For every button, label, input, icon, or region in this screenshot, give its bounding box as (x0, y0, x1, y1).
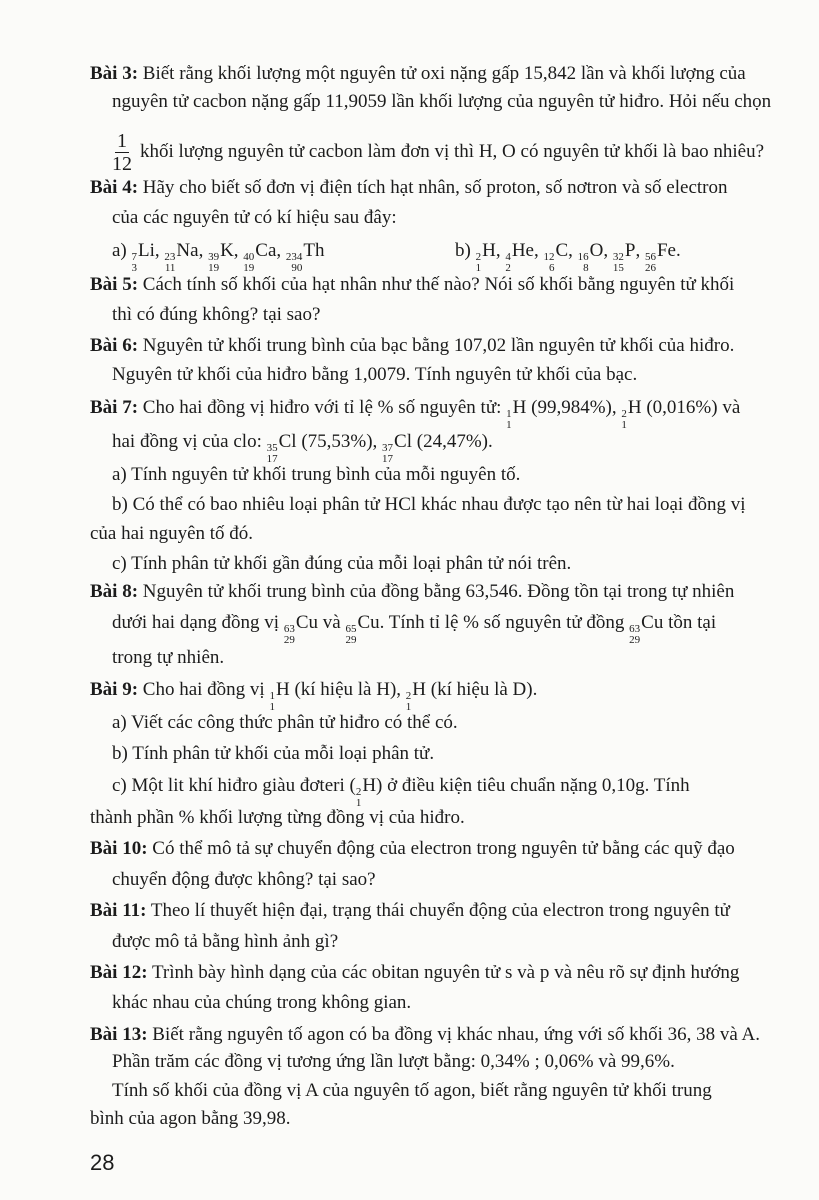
text-run: , (198, 240, 209, 261)
isotope-symbol (356, 774, 376, 809)
text-run: , (603, 240, 613, 261)
text-line (90, 899, 819, 923)
text-run: thì có đúng không? tại sao? (112, 304, 321, 325)
atomic-number: 3 (131, 262, 138, 274)
atomic-number: 1 (355, 797, 362, 809)
atomic-number: 29 (629, 634, 641, 646)
text-run: , (568, 240, 578, 261)
text-line (112, 868, 819, 892)
text-run: (99,984%), (526, 397, 622, 418)
text-run: dưới hai dạng đồng vị (112, 612, 284, 633)
mass-number: 16 (577, 251, 589, 263)
nuclide-numbers (476, 252, 482, 274)
problem-label: Bài 9: (90, 679, 139, 700)
mass-number: 56 (644, 251, 656, 263)
mass-number: 12 (543, 251, 555, 263)
isotope-symbol (505, 239, 534, 274)
atomic-number: 1 (405, 701, 412, 713)
isotope-symbol (621, 396, 641, 431)
text-run: , (635, 240, 645, 261)
atomic-number: 6 (548, 262, 555, 274)
text-run: . Tính tỉ lệ % số nguyên tử đồng (379, 612, 630, 633)
problem-label: Bài 5: (90, 274, 139, 295)
text-run: Phần trăm các đồng vị tương ứng lần lượt bằng: 0,34% ; 0,06% và 99,6%. (112, 1051, 675, 1072)
text-run: , (233, 240, 244, 261)
text-line (112, 711, 819, 735)
text-run: (75,53%), (296, 431, 383, 452)
text-line (112, 742, 819, 766)
text-line (90, 1023, 819, 1047)
text-run: Nguyên tử khối trung bình của đồng bằng 63,546. Đồng tồn tại trong tự nhiên (138, 581, 735, 602)
text-line (90, 396, 819, 431)
text-run: b) (455, 240, 476, 261)
text-run: (0,016%) và (641, 397, 741, 418)
mass-number: 35 (266, 442, 278, 454)
text-run: Hãy cho biết số đơn vị điện tích hạt nhân, số proton, số nơtron và số electron (138, 177, 728, 198)
atomic-number: 17 (266, 453, 278, 465)
element-symbol: H (362, 775, 377, 796)
element-symbol: Li (138, 240, 155, 261)
nuclide-numbers (345, 624, 356, 646)
text-run: , (276, 240, 286, 261)
mass-number: 2 (405, 690, 412, 702)
text-run: trong tự nhiên. (112, 647, 225, 668)
element-symbol: H (512, 397, 527, 418)
nuclide-numbers (284, 624, 295, 646)
isotope-symbol (613, 239, 636, 274)
text-run: b) Tính phân tử khối của mỗi loại phân tử. (112, 743, 435, 764)
problem-label: Bài 7: (90, 397, 139, 418)
text-line (112, 303, 819, 327)
fraction (112, 130, 132, 175)
text-line (112, 90, 819, 114)
mass-number: 2 (475, 251, 482, 263)
atomic-number: 1 (506, 419, 512, 431)
text-run: khác nhau của chúng trong không gian. (112, 992, 412, 1013)
text-line (112, 991, 819, 1015)
text-line (90, 580, 819, 604)
text-line (90, 522, 819, 546)
text-run: chuyển động được không? tại sao? (112, 869, 376, 890)
text-run: Biết rằng nguyên tố agon có ba đồng vị khác nhau, ứng với số khối 36, 38 và A. (147, 1024, 760, 1045)
element-symbol: P (624, 240, 636, 261)
text-run: của các nguyên tử có kí hiệu sau đây: (112, 207, 397, 228)
isotope-symbol (269, 678, 289, 713)
element-symbol: H (627, 397, 642, 418)
isotope-symbol (382, 430, 412, 465)
element-symbol: Fe. (656, 240, 681, 261)
nuclide-numbers (543, 252, 554, 274)
text-run: được mô tả bằng hình ảnh gì? (112, 931, 339, 952)
mass-number: 23 (164, 251, 176, 263)
element-symbol: K (220, 240, 234, 261)
numerator: 1 (117, 130, 127, 152)
problem-label: Bài 13: (90, 1024, 148, 1045)
mass-number: 2 (355, 786, 362, 798)
mass-number: 4 (505, 251, 511, 263)
text-run: Có thể mô tả sự chuyển động của electron trong nguyên tử bằng các quỹ đạo (147, 838, 735, 859)
text-run: thành phần % khối lượng từng đồng vị của hiđro. (90, 807, 465, 828)
isotope-symbol (284, 611, 318, 646)
element-symbol: Na (176, 240, 199, 261)
mass-number: 40 (243, 251, 255, 263)
atomic-number: 1 (475, 262, 482, 274)
nuclide-numbers (578, 252, 589, 274)
atomic-number: 19 (243, 262, 255, 274)
text-run: (kí hiệu là H), (289, 679, 406, 700)
isotope-symbol (286, 239, 325, 274)
problem-label: Bài 6: (90, 335, 139, 356)
text-line (112, 430, 819, 465)
nuclide-numbers (243, 252, 254, 274)
isotope-symbol (164, 239, 198, 274)
mass-number: 1 (506, 408, 512, 420)
text-line (90, 961, 819, 985)
nuclide-numbers (269, 691, 275, 713)
atomic-number: 2 (505, 262, 511, 274)
element-symbol: Cu (295, 612, 318, 633)
text-run: của hai nguyên tố đó. (90, 523, 254, 544)
mass-number: 32 (612, 251, 624, 263)
isotope-symbol (543, 239, 568, 274)
atomic-number: 26 (644, 262, 656, 274)
text-line (90, 837, 819, 861)
nuclide-numbers (208, 252, 219, 274)
text-run: , (533, 240, 544, 261)
element-symbol: H (412, 679, 426, 700)
text-run: Nguyên tử khối trung bình của bạc bằng 107,02 lần nguyên tử khối của hiđro. (138, 335, 735, 356)
isotope-symbol (645, 239, 681, 274)
mass-number: 2 (621, 408, 627, 420)
problem-label: Bài 8: (90, 581, 139, 602)
mass-number: 65 (345, 623, 357, 635)
text-line (112, 1050, 819, 1074)
text-line (112, 1079, 819, 1103)
nuclide-numbers (132, 252, 138, 274)
text-run: Trình bày hình dạng của các obitan nguyên tử s và p và nêu rõ sự định hướng (147, 962, 740, 983)
text-run: khối lượng nguyên tử cacbon làm đơn vị thì H, O có nguyên tử khối là bao nhiêu? (140, 140, 765, 162)
isotope-symbol (208, 239, 234, 274)
text-run: nguyên tử cacbon nặng gấp 11,9059 lần khối lượng của nguyên tử hiđro. Hỏi nếu chọn (112, 91, 772, 112)
text-run: ) ở điều kiện tiêu chuẩn nặng 0,10g. Tính (376, 775, 690, 796)
nuclide-numbers (505, 252, 511, 274)
mass-number: 234 (285, 251, 303, 263)
text-run: Cho hai đồng vị hiđro với tỉ lệ % số nguyên tử: (138, 397, 507, 418)
atomic-number: 29 (283, 634, 295, 646)
isotope-symbol (578, 239, 604, 274)
atomic-number: 1 (269, 701, 275, 713)
text-run: hai đồng vị của clo: (112, 431, 267, 452)
text-line (90, 334, 819, 358)
nuclide-numbers (645, 252, 656, 274)
element-symbol: H (482, 240, 496, 261)
atomic-number: 11 (164, 262, 176, 274)
text-run: b) Có thể có bao nhiêu loại phân tử HCl khác nhau được tạo nên từ hai loại đồng vị (112, 494, 746, 515)
text-run: , (495, 240, 506, 261)
text-line (112, 206, 819, 230)
element-symbol: Ca (255, 240, 277, 261)
text-line (112, 611, 819, 646)
element-symbol: H (275, 679, 290, 700)
atomic-number: 8 (583, 262, 589, 274)
nuclide-numbers (406, 691, 412, 713)
nuclide-numbers (613, 252, 624, 274)
problem-label: Bài 10: (90, 838, 148, 859)
nuclide-numbers (382, 443, 393, 465)
isotope-symbol (132, 239, 155, 274)
text-line (112, 552, 819, 576)
text-line (90, 62, 819, 86)
text-run: (24,47%). (412, 431, 493, 452)
isotope-symbol (243, 239, 276, 274)
nuclide-numbers (506, 409, 512, 431)
page-number: 28 (90, 1150, 115, 1175)
text-run: bình của agon bằng 39,98. (90, 1108, 291, 1129)
element-symbol: Cl (394, 431, 412, 452)
atomic-number: 29 (345, 634, 357, 646)
isotope-symbol (506, 396, 526, 431)
mass-number: 37 (382, 442, 394, 454)
text-run: a) Tính nguyên tử khối trung bình của mỗi nguyên tố. (112, 464, 521, 485)
mass-number: 63 (283, 623, 295, 635)
text-line (455, 239, 681, 274)
isotope-symbol (267, 430, 297, 465)
nuclide-numbers (164, 252, 175, 274)
isotope-symbol (406, 678, 426, 713)
nuclide-numbers (267, 443, 278, 465)
element-symbol: Cu (641, 612, 664, 633)
element-symbol: O (589, 240, 604, 261)
text-run: a) Viết các công thức phân tử hiđro có thể có. (112, 712, 458, 733)
denominator: 12 (112, 153, 132, 175)
atomic-number: 90 (291, 262, 303, 274)
problem-label: Bài 3: (90, 63, 139, 84)
text-line (112, 363, 819, 387)
nuclide-numbers (286, 252, 303, 274)
element-symbol: Cu (357, 612, 380, 633)
element-symbol: C (555, 240, 569, 261)
mass-number: 1 (269, 690, 275, 702)
text-run: , (154, 240, 165, 261)
text-run: và (318, 612, 346, 633)
problem-label: Bài 11: (90, 900, 147, 921)
text-line (90, 1107, 819, 1131)
text-line (112, 774, 819, 809)
text-line (112, 493, 819, 517)
text-line (90, 176, 819, 200)
text-run: Cách tính số khối của hạt nhân như thế nào? Nói số khối bằng nguyên tử khối (138, 274, 735, 295)
text-line (90, 273, 819, 297)
atomic-number: 17 (382, 453, 394, 465)
text-line (112, 130, 819, 175)
text-line (112, 646, 819, 670)
element-symbol: Cl (278, 431, 297, 452)
text-run: a) (112, 240, 132, 261)
text-line (90, 806, 819, 830)
isotope-symbol (629, 611, 663, 646)
atomic-number: 1 (621, 419, 627, 431)
element-symbol: He (511, 240, 534, 261)
text-line (90, 678, 819, 713)
mass-number: 39 (208, 251, 220, 263)
isotope-symbol (345, 611, 379, 646)
isotope-symbol (476, 239, 496, 274)
mass-number: 63 (629, 623, 641, 635)
text-run: Biết rằng khối lượng một nguyên tử oxi nặng gấp 15,842 lần và khối lượng của (138, 63, 746, 84)
text-run: Tính số khối của đồng vị A của nguyên tố agon, biết rằng nguyên tử khối trung (112, 1080, 712, 1101)
text-run: Nguyên tử khối của hiđro bằng 1,0079. Tính nguyên tử khối của bạc. (112, 364, 638, 385)
problem-label: Bài 12: (90, 962, 148, 983)
problem-label: Bài 4: (90, 177, 139, 198)
text-line (112, 463, 819, 487)
text-run: Theo lí thuyết hiện đại, trạng thái chuyển động của electron trong nguyên tử (146, 900, 730, 921)
text-run: (kí hiệu là D). (426, 679, 538, 700)
text-line (112, 930, 819, 954)
text-run: Cho hai đồng vị (138, 679, 270, 700)
text-run: c) Một lit khí hiđro giàu đơteri ( (112, 775, 356, 796)
text-run: c) Tính phân tử khối gần đúng của mỗi loại phân tử nói trên. (112, 553, 572, 574)
mass-number: 7 (131, 251, 138, 263)
element-symbol: Th (303, 240, 325, 261)
text-run: tồn tại (663, 612, 717, 633)
atomic-number: 15 (612, 262, 624, 274)
nuclide-numbers (621, 409, 627, 431)
nuclide-numbers (629, 624, 640, 646)
atomic-number: 19 (208, 262, 220, 274)
